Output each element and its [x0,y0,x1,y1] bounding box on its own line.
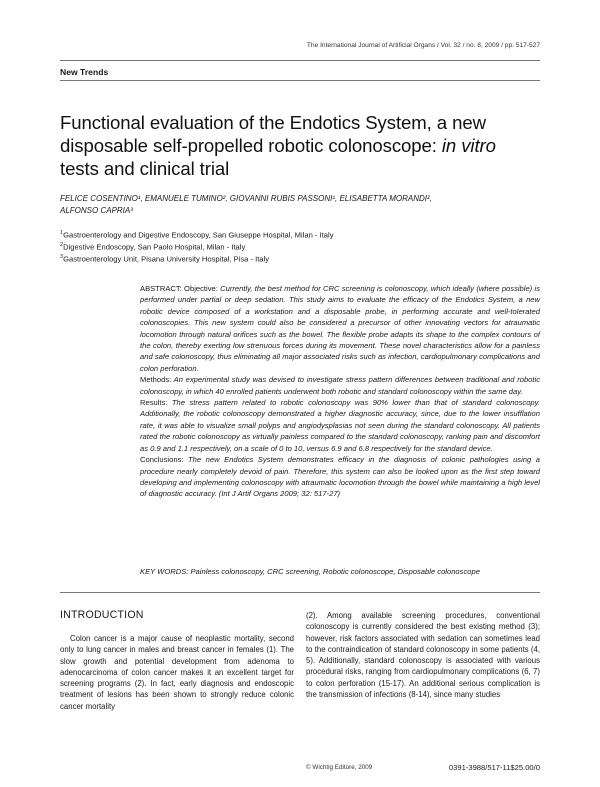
affiliation-1: $^1$Gastroenterology and Digestive Endoscopy, San Giuseppe Hospital, Milan - Italy [60,230,334,240]
intro-paragraph-2: (2). Among available screening procedures, conventional colonoscopy is currently considered the best existing method (3); however, risk factors associated with sedation can sometimes lead to the contraindication of standard colonoscopy in some patients (4, 5). Additionally, standard colonoscopy is associated with various procedural risks, ranging from cardiopulmonary complications (6, 7) to colon perforation (15-17). An additional serious complication is the transmission of infections (8-14), since many studies [306,611,540,700]
title-line-3: tests and clinical trial [60,158,230,179]
title-italic: in vitro [441,135,496,156]
abstract-results: Results: The stress pattern related to robotic colonoscopy was 90% lower than that of standard colonoscopy. Additionally, the robotic colonoscopy demonstrated a higher diagnostic accuracy, since, due to the lower insufflation rate, it was able to visualize small polyps and angiodysplasias not seen during the standard colonoscopy. All patients rated the robotic colonoscopy as virtually painless compared to the standard colonoscopy, ranking pain and discomfort as 0.9 and 1.1 respectively, on a scale of 0 to 10, versus 6.9 and 6.8 respectively for the standard device. [140,398,540,453]
intro-paragraph-1: Colon cancer is a major cause of neoplastic mortality, second only to lung cancer in males and breast cancer in females (1). The slow growth and potential development from adenoma to adenocarcinoma of colon cancer makes it an excellent target for screening programs (2). In fact, early diagnosis and endoscopic treatment of lesions has been shown to strongly reduce colonic cancer mortality [60,634,294,711]
abstract-objective: ABSTRACT: Objective: Currently, the best method for CRC screening is colonoscopy, which ideally (where possible) is performed under partial or deep sedation. This study aims to evaluate the efficacy of the Endotics System, a new robotic device composed of a workstation and a disposable probe, in performing accurate and well-tolerated colonoscopies. This new system could also be considered a precursor of other innovating vectors for atraumatic locomotion through natural orifices such as the bowel. The flexible probe adapts its shape to the complex contours of the colon, thereby exerting low strenuous forces during its movement. These novel characteristics allow for a painless and safe colonoscopy, thus eliminating all major associated risks such as infection, cardiopulmonary complications and colon perforation. [140,284,540,373]
introduction-heading: INTRODUCTION [60,609,144,621]
introduction-column-2 [306,610,540,700]
abstract-conclusions: Conclusions: The new Endotics System demonstrates efficacy in the diagnosis of colonic pathologies using a procedure nearly completely devoid of pain. Therefore, this system can also be looked upon as the first step toward developing and implementing colonoscopy with atraumatic locomotion through the bowel while maintaining a high level of diagnostic accuracy. (Int J Artif Organs 2009; 32: 517-27) [140,455,540,499]
authors-line-1: FELICE COSENTINO¹, EMANUELE TUMINO², GIOVANNI RUBIS PASSONI¹, ELISABETTA MORANDI², [60,194,432,203]
keywords: KEY WORDS: Painless colonoscopy, CRC screening, Robotic colonoscope, Disposable colonoscope [140,567,480,576]
abstract-rule [60,592,540,593]
authors [60,193,540,217]
title-line-1: Functional evaluation of the Endotics System, a new [60,112,486,133]
authors-line-2: ALFONSO CAPRIA³ [60,205,133,215]
article-code: 0391-3988/517-11$25.00/0 [448,763,540,772]
abstract [140,283,540,500]
section-label: New Trends [60,67,109,77]
affiliation-3: $^3$Gastroenterology Unit, Pisana University Hospital, Pisa - Italy [60,254,270,264]
top-rule [60,60,540,61]
section-rule [60,80,540,81]
journal-citation: The International Journal of Artificial Organs / Vol. 32 / no. 8, 2009 / pp. 517-527 [306,42,540,49]
title-line-2: disposable self-propelled robotic colonoscope: in vitro [60,135,496,156]
copyright: © Wichtig Editore, 2009 [306,764,373,771]
article-title [60,111,550,180]
abstract-methods: Methods: An experimental study was devised to investigate stress pattern differences between traditional and robotic colonoscopy, in which 40 enrolled patients underwent both robotic and standard colonoscopy within the same day. [140,375,540,396]
affiliation-2: $^2$Digestive Endoscopy, San Paolo Hospital, Milan - Italy [60,242,246,252]
introduction-column-1 [60,633,294,712]
